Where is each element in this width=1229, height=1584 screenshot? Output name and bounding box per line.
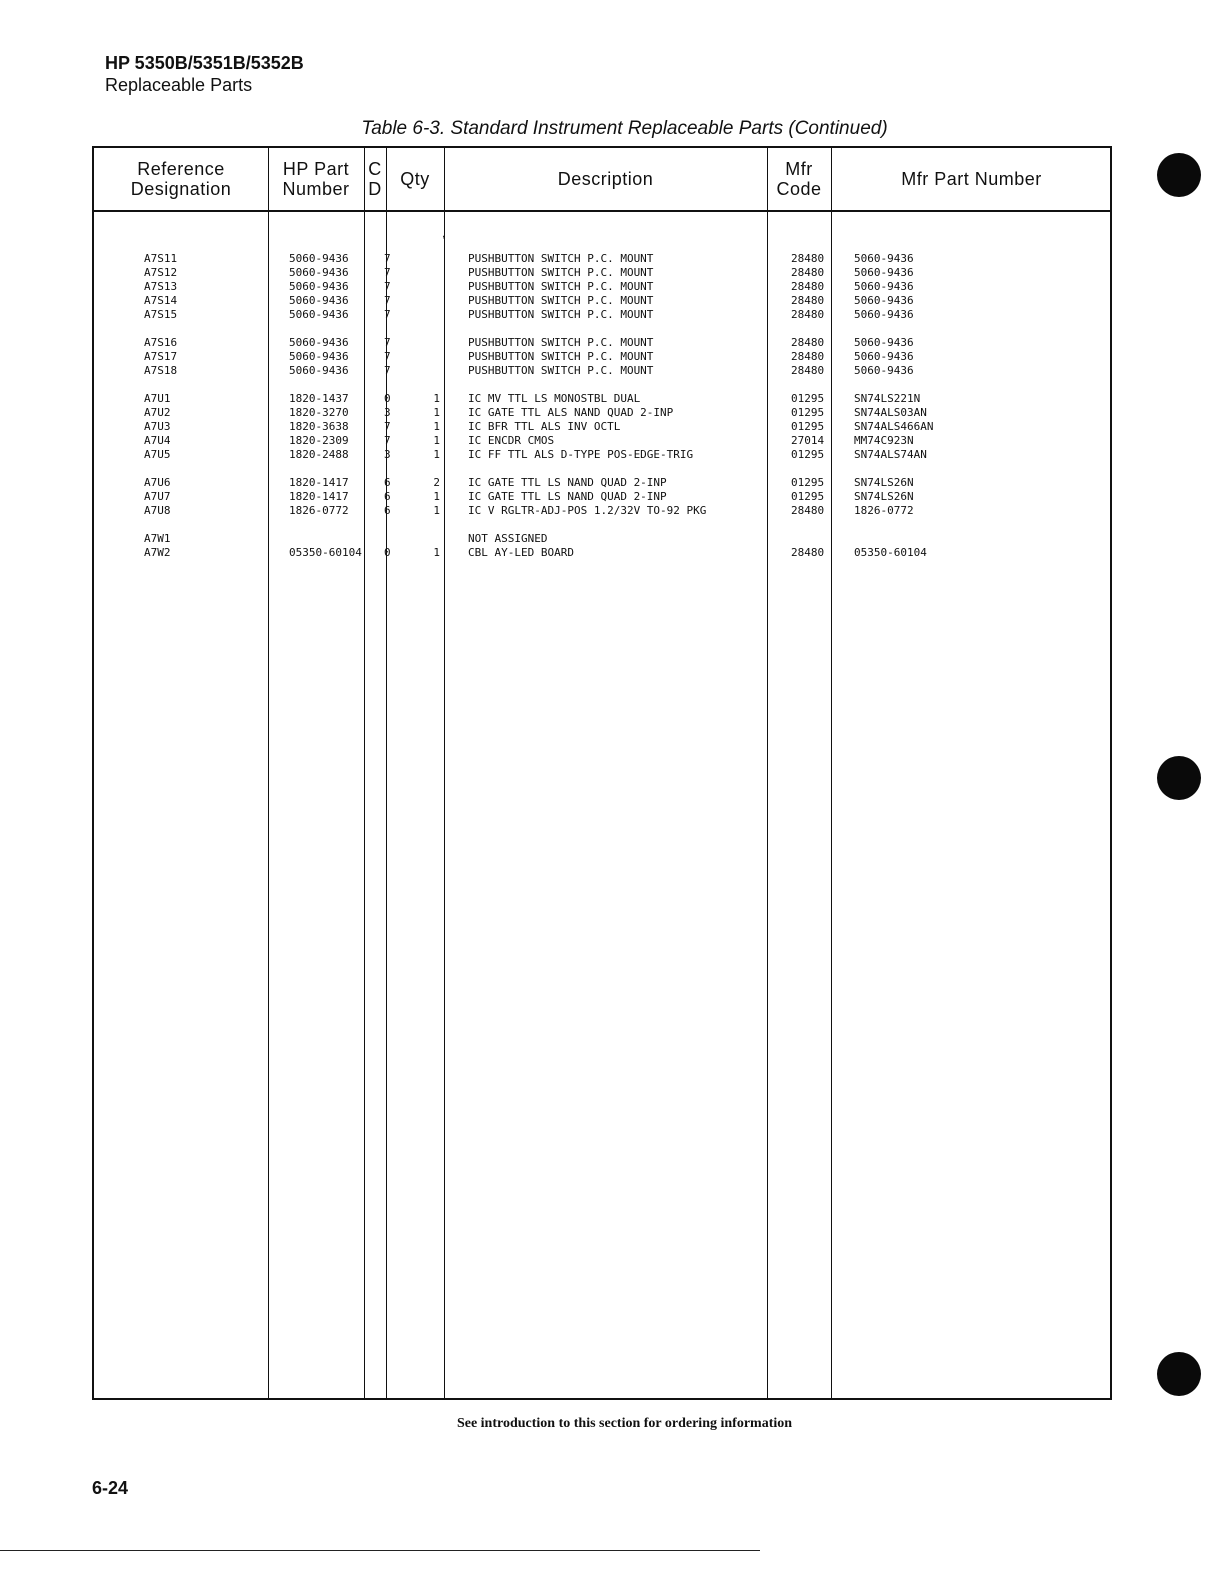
row-spacer	[94, 378, 1114, 392]
cell-cd: 6	[384, 490, 391, 503]
table-row	[94, 294, 1114, 308]
table-row	[94, 364, 1114, 378]
cell-hp: 5060-9436	[289, 336, 349, 349]
cell-ref: A7U1	[144, 392, 171, 405]
cell-desc: IC MV TTL LS MONOSTBL DUAL	[468, 392, 641, 405]
cell-hp: 1820-3638	[289, 420, 349, 433]
cell-mpn: SN74LS26N	[854, 490, 914, 503]
cell-desc: IC V RGLTR-ADJ-POS 1.2/32V TO-92 PKG	[468, 504, 707, 517]
cell-cd: 7	[384, 266, 391, 279]
parts-table	[92, 146, 1112, 1400]
cell-code: 01295	[791, 392, 825, 405]
cell-cd: 7	[384, 252, 391, 265]
cell-cd: 7	[384, 350, 391, 363]
cell-desc: PUSHBUTTON SWITCH P.C. MOUNT	[468, 350, 654, 363]
cell-hp: 1820-3270	[289, 406, 349, 419]
cell-code: 28480	[791, 350, 825, 363]
cell-code: 01295	[791, 420, 825, 433]
cell-ref: A7S16	[144, 336, 178, 349]
cell-mpn: SN74ALS74AN	[854, 448, 927, 461]
cell-mpn: 1826-0772	[854, 504, 914, 517]
cell-cd: 0	[384, 546, 391, 559]
cell-ref: A7S12	[144, 266, 178, 279]
header-rule	[94, 210, 1110, 212]
binder-hole	[1157, 756, 1201, 800]
cell-hp: 1820-1437	[289, 392, 349, 405]
cell-cd: 7	[384, 280, 391, 293]
cell-ref: A7S11	[144, 252, 178, 265]
cell-code: 27014	[791, 434, 825, 447]
cell-ref: A7U2	[144, 406, 171, 419]
cell-cd: 3	[384, 406, 391, 419]
cell-code: 28480	[791, 504, 825, 517]
cell-code: 28480	[791, 280, 825, 293]
cell-cd: 6	[384, 504, 391, 517]
cell-mpn: 05350-60104	[854, 546, 927, 559]
header-mfr-part-number: Mfr Part Number	[901, 169, 1042, 189]
cell-desc: IC FF TTL ALS D-TYPE POS-EDGE-TRIG	[468, 448, 694, 461]
table-row	[94, 434, 1114, 448]
cell-desc: PUSHBUTTON SWITCH P.C. MOUNT	[468, 252, 654, 265]
cell-mpn: 5060-9436	[854, 252, 914, 265]
cell-code: 28480	[791, 308, 825, 321]
table-row	[94, 420, 1114, 434]
cell-mpn: 5060-9436	[854, 266, 914, 279]
page-number: 6-24	[92, 1478, 129, 1498]
cell-desc: PUSHBUTTON SWITCH P.C. MOUNT	[468, 280, 654, 293]
cell-ref: A7W1	[144, 532, 171, 545]
cell-ref: A7S14	[144, 294, 178, 307]
cell-qty: 1	[433, 546, 440, 559]
cell-mpn: 5060-9436	[854, 280, 914, 293]
table-row	[94, 392, 1114, 406]
table-row	[94, 406, 1114, 420]
table-row	[94, 266, 1114, 280]
cell-mpn: 5060-9436	[854, 336, 914, 349]
header-cd: C D	[368, 159, 382, 199]
cell-ref: A7S15	[144, 308, 178, 321]
cell-ref: A7S13	[144, 280, 178, 293]
cell-cd: 7	[384, 434, 391, 447]
cell-code: 28480	[791, 336, 825, 349]
cell-qty: 1	[433, 490, 440, 503]
cell-mpn: 5060-9436	[854, 308, 914, 321]
binder-hole	[1157, 1352, 1201, 1396]
table-row	[94, 308, 1114, 322]
cell-code: 01295	[791, 406, 825, 419]
cell-hp: 1820-1417	[289, 490, 349, 503]
bottom-rule	[0, 1550, 760, 1551]
cell-ref: A7U7	[144, 490, 171, 503]
cell-desc: IC GATE TTL LS NAND QUAD 2-INP	[468, 476, 667, 489]
stray-mark: ,	[442, 226, 446, 240]
table-row	[94, 336, 1114, 350]
row-spacer	[94, 462, 1114, 476]
cell-ref: A7U4	[144, 434, 171, 447]
cell-qty: 1	[433, 434, 440, 447]
cell-hp: 1820-1417	[289, 476, 349, 489]
cell-qty: 2	[433, 476, 440, 489]
cell-hp: 1826-0772	[289, 504, 349, 517]
header-description: Description	[557, 169, 654, 189]
cell-cd: 7	[384, 420, 391, 433]
cell-hp: 5060-9436	[289, 350, 349, 363]
cell-desc: NOT ASSIGNED	[468, 532, 548, 545]
cell-hp: 5060-9436	[289, 252, 349, 265]
cell-hp: 05350-60104	[289, 546, 362, 559]
section-name: Replaceable Parts	[105, 75, 253, 95]
cell-mpn: SN74LS26N	[854, 476, 914, 489]
cell-qty: 1	[433, 392, 440, 405]
cell-hp: 5060-9436	[289, 364, 349, 377]
cell-desc: IC GATE TTL LS NAND QUAD 2-INP	[468, 490, 667, 503]
cell-code: 28480	[791, 252, 825, 265]
cell-desc: CBL AY-LED BOARD	[468, 546, 574, 559]
cell-mpn: 5060-9436	[854, 294, 914, 307]
table-title: Table 6-3. Standard Instrument Replaceable Parts (Continued)	[361, 118, 888, 139]
cell-cd: 7	[384, 336, 391, 349]
cell-code: 01295	[791, 448, 825, 461]
cell-mpn: MM74C923N	[854, 434, 914, 447]
cell-hp: 5060-9436	[289, 280, 349, 293]
cell-code: 28480	[791, 364, 825, 377]
table-row	[94, 448, 1114, 462]
row-spacer	[94, 322, 1114, 336]
cell-hp: 1820-2309	[289, 434, 349, 447]
cell-hp: 5060-9436	[289, 266, 349, 279]
cell-qty: 1	[433, 406, 440, 419]
table-row	[94, 490, 1114, 504]
header-qty: Qty	[400, 169, 430, 189]
cell-hp: 5060-9436	[289, 308, 349, 321]
cell-cd: 6	[384, 476, 391, 489]
table-row	[94, 280, 1114, 294]
cell-code: 01295	[791, 476, 825, 489]
model-number: HP 5350B/5351B/5352B	[105, 53, 304, 73]
cell-qty: 1	[433, 420, 440, 433]
cell-desc: PUSHBUTTON SWITCH P.C. MOUNT	[468, 308, 654, 321]
cell-desc: IC GATE TTL ALS NAND QUAD 2-INP	[468, 406, 674, 419]
cell-code: 01295	[791, 490, 825, 503]
table-row	[94, 350, 1114, 364]
cell-desc: PUSHBUTTON SWITCH P.C. MOUNT	[468, 364, 654, 377]
cell-desc: IC BFR TTL ALS INV OCTL	[468, 420, 621, 433]
cell-cd: 0	[384, 392, 391, 405]
cell-qty: 1	[433, 504, 440, 517]
table-row	[94, 532, 1114, 546]
cell-desc: IC ENCDR CMOS	[468, 434, 555, 447]
header-hp-part-number: HP Part Number	[282, 159, 350, 199]
cell-mpn: SN74LS221N	[854, 392, 921, 405]
cell-cd: 7	[384, 308, 391, 321]
cell-ref: A7U8	[144, 504, 171, 517]
cell-mpn: SN74ALS03AN	[854, 406, 927, 419]
table-row	[94, 504, 1114, 518]
cell-code: 28480	[791, 294, 825, 307]
cell-cd: 3	[384, 448, 391, 461]
cell-desc: PUSHBUTTON SWITCH P.C. MOUNT	[468, 266, 654, 279]
cell-qty: 1	[433, 448, 440, 461]
page-header	[105, 52, 304, 96]
cell-ref: A7S17	[144, 350, 178, 363]
binder-hole	[1157, 153, 1201, 197]
header-mfr-code: Mfr Code	[776, 159, 822, 199]
cell-ref: A7W2	[144, 546, 171, 559]
table-body	[94, 252, 1114, 560]
cell-code: 28480	[791, 546, 825, 559]
row-spacer	[94, 518, 1114, 532]
header-reference-designation: Reference Designation	[130, 159, 232, 199]
cell-desc: PUSHBUTTON SWITCH P.C. MOUNT	[468, 336, 654, 349]
cell-ref: A7U3	[144, 420, 171, 433]
cell-mpn: 5060-9436	[854, 364, 914, 377]
table-row	[94, 252, 1114, 266]
table-row	[94, 476, 1114, 490]
cell-hp: 5060-9436	[289, 294, 349, 307]
cell-hp: 1820-2488	[289, 448, 349, 461]
ordering-note: See introduction to this section for ordering information	[456, 1416, 793, 1431]
cell-cd: 7	[384, 294, 391, 307]
cell-ref: A7U5	[144, 448, 171, 461]
table-row	[94, 546, 1114, 560]
cell-code: 28480	[791, 266, 825, 279]
cell-ref: A7U6	[144, 476, 171, 489]
cell-cd: 7	[384, 364, 391, 377]
cell-ref: A7S18	[144, 364, 178, 377]
cell-mpn: SN74ALS466AN	[854, 420, 934, 433]
cell-desc: PUSHBUTTON SWITCH P.C. MOUNT	[468, 294, 654, 307]
cell-mpn: 5060-9436	[854, 350, 914, 363]
